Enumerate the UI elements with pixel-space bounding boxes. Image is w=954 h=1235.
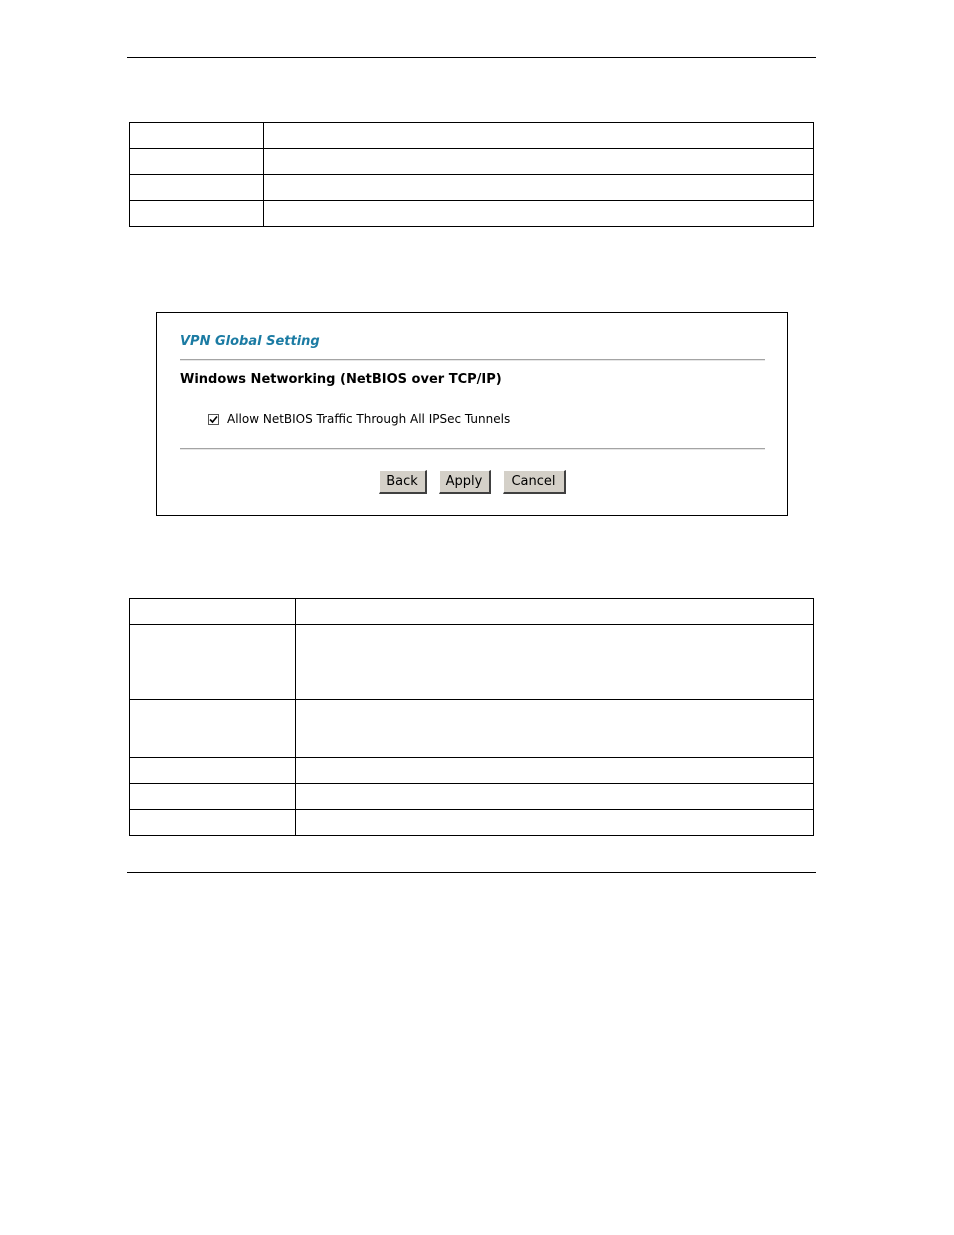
- table-cell: [130, 810, 296, 836]
- table-row: [130, 123, 814, 149]
- table-cell: [296, 758, 814, 784]
- table-cell: [296, 700, 814, 758]
- table-row: [130, 625, 814, 700]
- table-cell: [296, 784, 814, 810]
- netbios-checkbox-label: Allow NetBIOS Traffic Through All IPSec Tunnels: [227, 412, 511, 426]
- table-cell: [130, 625, 296, 700]
- back-button[interactable]: Back: [379, 470, 427, 494]
- table-cell: [130, 700, 296, 758]
- table-cell: [296, 625, 814, 700]
- section-heading: Windows Networking (NetBIOS over TCP/IP): [180, 372, 502, 387]
- table-cell: [264, 123, 814, 149]
- table-cell: [130, 784, 296, 810]
- table-row: [130, 599, 814, 625]
- table-row: [130, 784, 814, 810]
- vpn-global-setting-panel: [156, 312, 788, 516]
- table-cell: [264, 175, 814, 201]
- table-cell: [296, 810, 814, 836]
- table-cell: [264, 149, 814, 175]
- table-cell: [264, 201, 814, 227]
- netbios-checkbox-row[interactable]: [208, 412, 510, 426]
- footer-rule: [127, 872, 816, 873]
- table-row: [130, 758, 814, 784]
- table-row: [130, 149, 814, 175]
- panel-title: VPN Global Setting: [180, 334, 320, 349]
- table-cell: [130, 201, 264, 227]
- button-row: [157, 470, 787, 494]
- panel-separator: [180, 448, 765, 450]
- header-rule: [127, 57, 816, 58]
- table-row: [130, 201, 814, 227]
- table-row: [130, 700, 814, 758]
- table-cell: [130, 175, 264, 201]
- checkmark-icon: [209, 415, 218, 424]
- cancel-button[interactable]: Cancel: [503, 470, 566, 494]
- table-row: [130, 175, 814, 201]
- top-table: [129, 122, 814, 227]
- table-cell: [296, 599, 814, 625]
- table-cell: [130, 758, 296, 784]
- bottom-table: [129, 598, 814, 836]
- table-cell: [130, 599, 296, 625]
- table-cell: [130, 149, 264, 175]
- table-cell: [130, 123, 264, 149]
- panel-separator: [180, 359, 765, 361]
- netbios-checkbox[interactable]: [208, 414, 219, 425]
- table-row: [130, 810, 814, 836]
- apply-button[interactable]: Apply: [439, 470, 491, 494]
